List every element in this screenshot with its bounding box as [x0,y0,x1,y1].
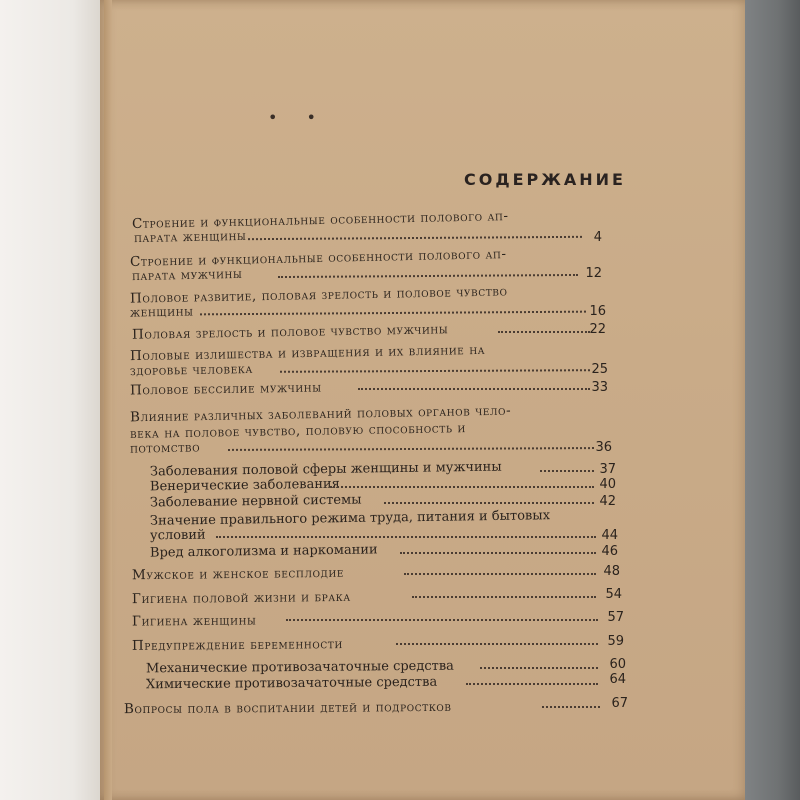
toc-leader [466,683,598,685]
toc-leader [384,502,594,504]
toc-leader [330,486,594,488]
toc-entry-4-line-1: Половая зрелость и половое чувство мужчины [131,321,449,343]
toc-entry-1-line-2: парата женщины [133,227,247,247]
toc-page-number: 16 [589,304,606,319]
toc-entry-11-line-1: Значение правильного режима труда, питания и бытовых [149,508,551,529]
toc-entry-14-line-1: Гигиена половой жизни и брака [131,588,351,608]
toc-leader [280,369,590,373]
toc-leader [248,236,582,240]
page-title: СОДЕРЖАНИЕ [464,170,626,189]
toc-page-number: 36 [595,440,612,455]
toc-entry-6-line-1: Половое бессилие мужчины [129,379,322,399]
toc-entry-8-line-1: Заболевания половой сферы женщины и мужчины [149,459,502,480]
toc-entry-7-line-3: потомство [129,439,201,457]
toc-entry-3-line-1: Половое развитие, половая зрелость и половое чувство [129,283,508,307]
print-marks: • • [268,108,328,127]
toc-page-number: 48 [603,564,620,579]
toc-page-number: 54 [605,587,622,602]
toc-leader [412,596,596,598]
toc-page-number: 59 [607,634,624,649]
toc-leader [228,447,594,451]
toc-page-number: 40 [599,477,616,492]
toc-leader [358,388,590,390]
toc-entry-7-line-1: Влияние различных заболеваний половых органов чело- [129,402,512,426]
toc-page-number: 25 [591,362,608,377]
toc-entry-18-line-1: Химические противозачаточные средства [145,674,438,693]
toc-entry-10-line-1: Заболевание нервной системы [149,492,362,511]
toc-entry-9-line-1: Венерические заболевания [149,476,340,495]
toc-page-number: 12 [585,266,602,281]
toc-leader [278,274,578,278]
toc-leader [200,311,586,316]
toc-entry-3-line-2: женщины [129,303,194,321]
toc-entry-5-line-2: здоровье человека [129,360,253,380]
toc-entry-7-line-2: века на половое чувство, половую способность и [129,420,467,442]
toc-entry-11-line-2: условий [149,527,206,544]
toc-leader [480,667,598,669]
toc-entry-19-line-1: Вопросы пола в воспитании детей и подростков [123,698,452,718]
toc-page-number: 57 [607,610,624,625]
toc-page-number: 46 [601,544,618,559]
toc-entry-16-line-1: Предупреждение беременности [131,636,343,654]
toc-page-number: 64 [609,672,626,687]
toc-entry-12-line-1: Вред алкоголизма и наркомании [149,542,378,561]
toc-entry-17-line-1: Механические противозачаточные средства [145,658,454,677]
toc-entry-1-line-1: Строение и функциональные особенности полового ап- [131,208,509,232]
toc-page-number: 22 [589,322,606,337]
toc-page-number: 60 [609,657,626,672]
toc-page-number: 33 [591,380,608,395]
toc-leader [216,536,596,538]
toc-page-number: 37 [599,462,616,477]
toc-entry-15-line-1: Гигиена женщины [131,612,257,630]
toc-entry-2-line-2: парата мужчины [131,265,243,285]
toc-leader [404,573,596,575]
toc-entry-5-line-1: Половые излишества и извращения и их влияние на [129,341,486,365]
toc-entry-2-line-1: Строение и функциональные особенности полового ап- [129,246,507,270]
toc-page-number: 4 [593,230,602,245]
toc-page-number: 42 [599,494,616,509]
toc-leader [396,643,598,645]
toc-page-number: 67 [611,696,628,711]
toc-leader [400,552,596,554]
toc-leader [286,619,598,621]
toc-entry-13-line-1: Мужское и женское бесплодие [131,564,345,584]
toc-page-number: 44 [601,528,618,543]
toc-leader [542,706,600,708]
